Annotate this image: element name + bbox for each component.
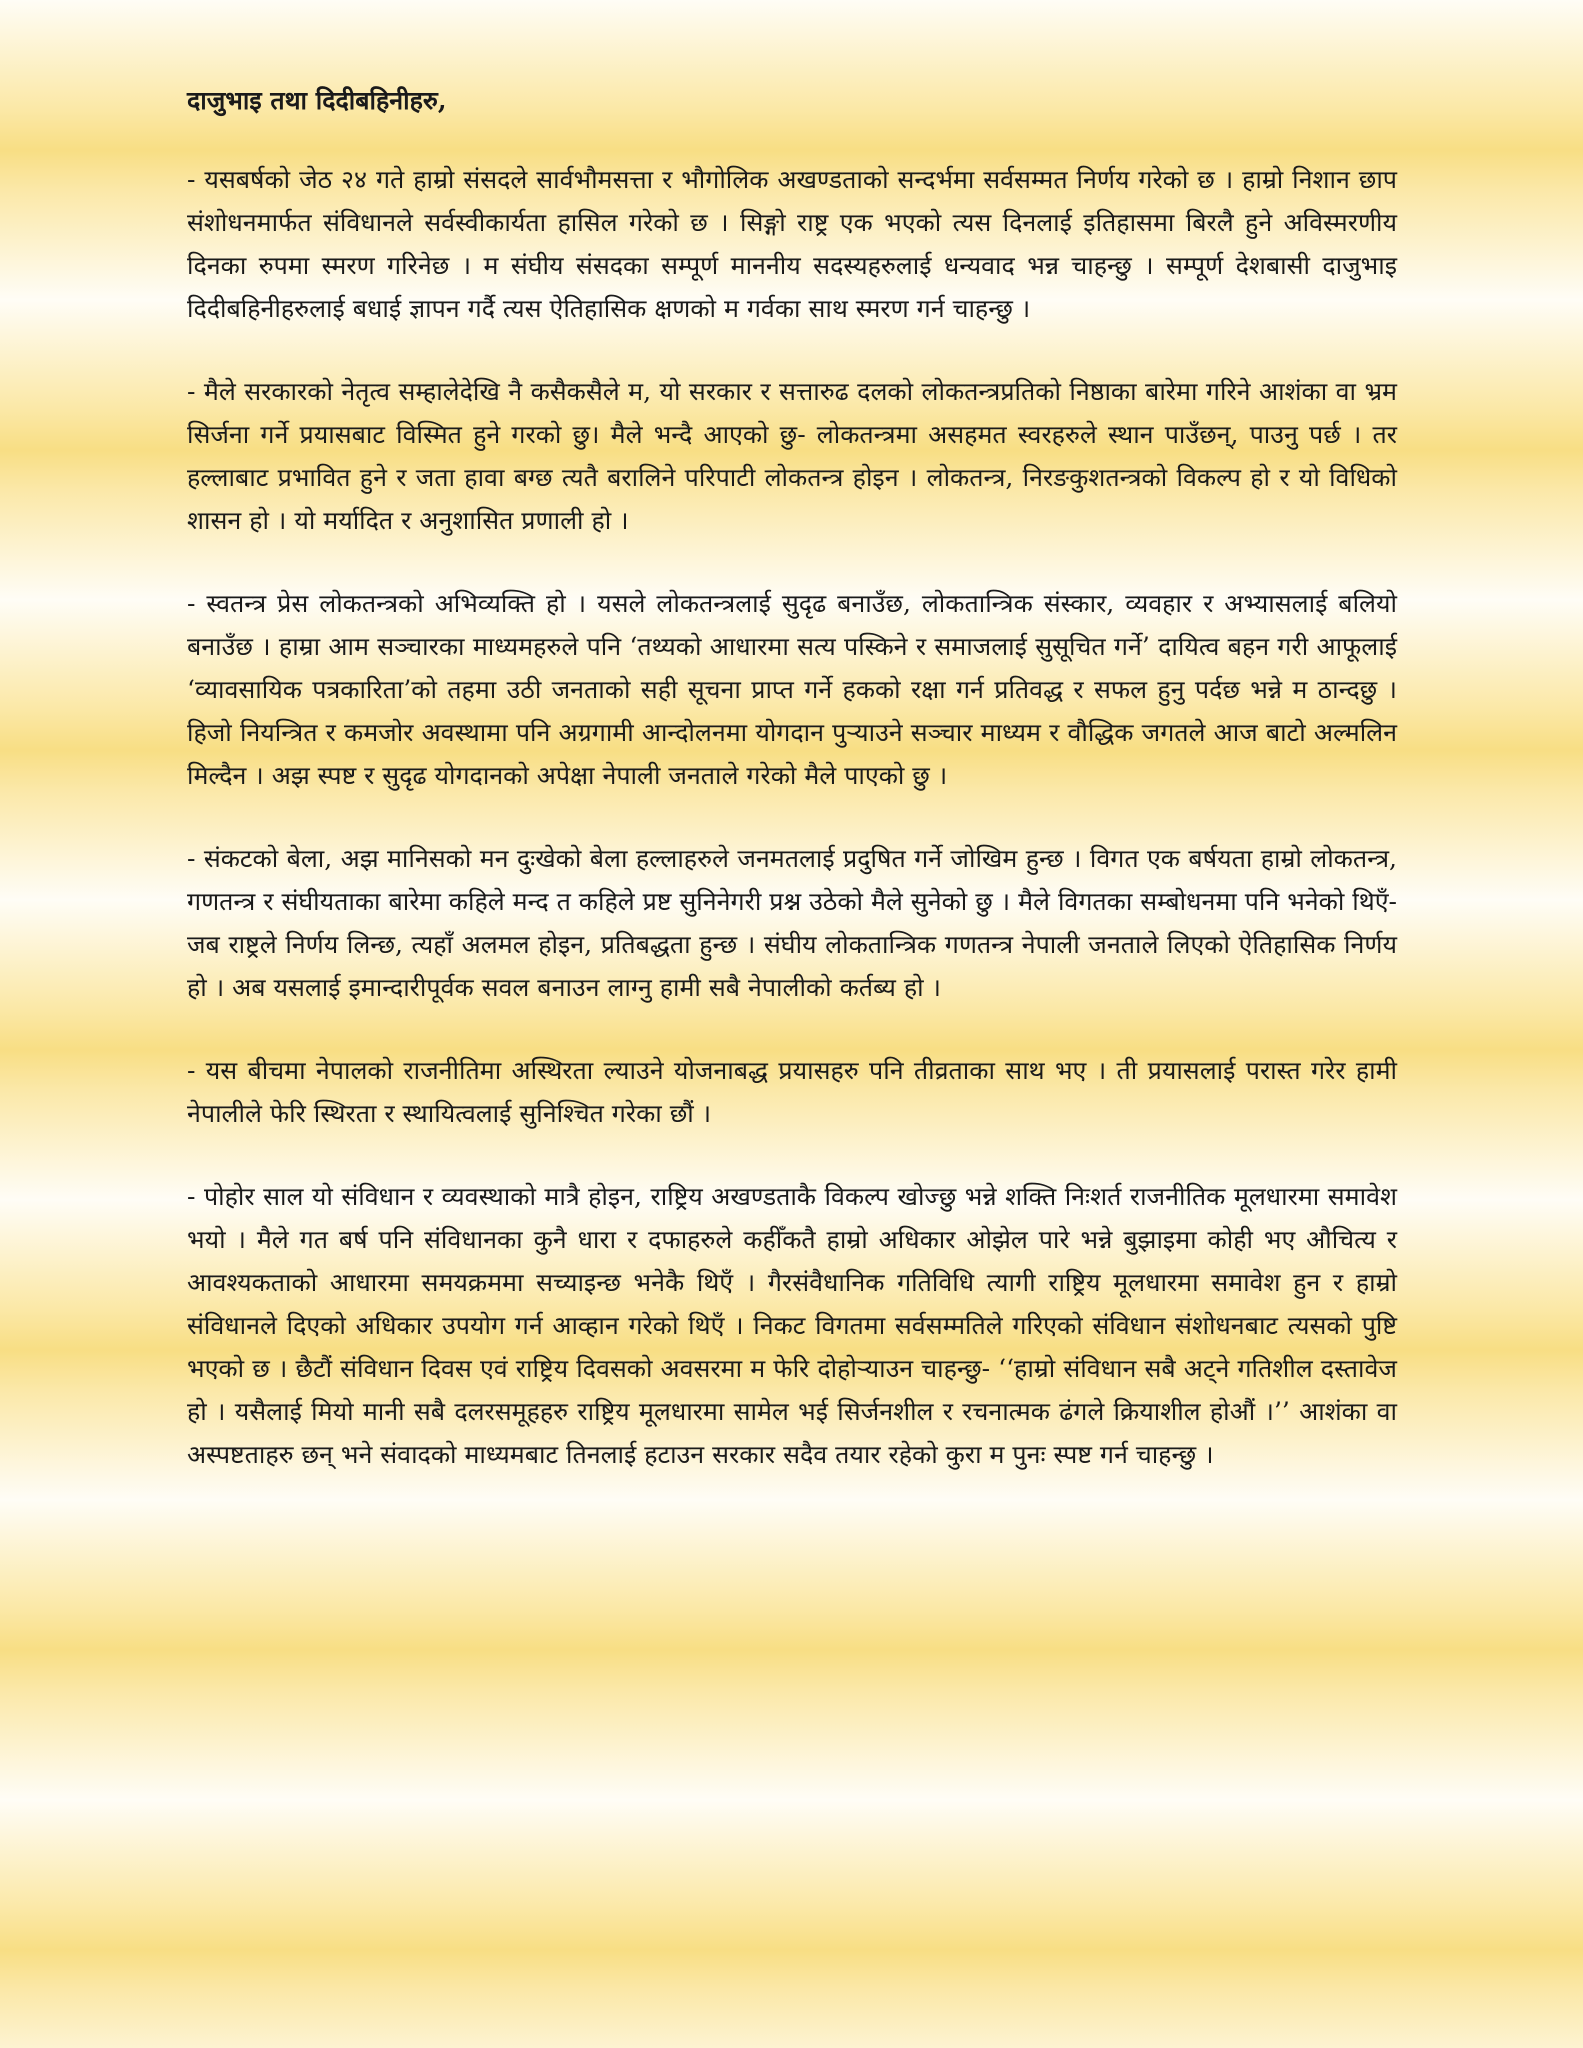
paragraph-5: - यस बीचमा नेपालको राजनीतिमा अस्थिरता ल्याउने योजनाबद्ध प्रयासहरु पनि तीव्रताका साथ भए । ती प्रयासलाई परास्त गरेर हामी नेपालीले फेरि स्थिरता र स्थायित्वलाई सुनिश्चित गरेका छौं ।: [187, 1056, 1397, 1128]
letter-page: [187, 80, 1397, 1516]
paragraph-4: - संकटको बेला, अझ मानिसको मन दुःखेको बेला हल्लाहरुले जनमतलाई प्रदुषित गर्ने जोखिम हुन्छ । विगत एक बर्षयता हाम्रो लोकतन्त्र, गणतन्त्र र संघीयताका बारेमा कहिले मन्द त कहिले प्रष्ट सुनिनेगरी प्रश्न उठेको मैले सुनेको छु । मैले विगतका सम्बोधनमा पनि भनेको थिएँ- जब राष्ट्रले निर्णय लिन्छ, त्यहाँ अलमल होइन, प्रतिबद्धता हुन्छ । संघीय लोकतान्त्रिक गणतन्त्र नेपाली जनताले लिएको ऐतिहासिक निर्णय हो । अब यसलाई इमान्दारीपूर्वक सवल बनाउन लाग्नु हामी सबै नेपालीको कर्तब्य हो ।: [187, 844, 1397, 1002]
paragraph-6: - पोहोर साल यो संविधान र व्यवस्थाको मात्रै होइन, राष्ट्रिय अखण्डताकै विकल्प खोज्छु भन्ने शक्ति निःशर्त राजनीतिक मूलधारमा समावेश भयो । मैले गत बर्ष पनि संविधानका कुनै धारा र दफाहरुले कहीँकतै हाम्रो अधिकार ओझेल पारे भन्ने बुझाइमा कोही भए औचित्य र आवश्यकताको आधारमा समयक्रममा सच्याइन्छ भनेकै थिएँ । गैरसंवैधानिक गतिविधि त्यागी राष्ट्रिय मूलधारमा समावेश हुन र हाम्रो संविधानले दिएको अधिकार उपयोग गर्न आव्हान गरेको थिएँ । निकट विगतमा सर्वसम्मतिले गरिएको संविधान संशोधनबाट त्यसको पुष्टि भएको छ । छैटौं संविधान दिवस एवं राष्ट्रिय दिवसको अवसरमा म फेरि दोहोर्‍याउन चाहन्छु- ‘‘हाम्रो संविधान सबै अट्ने गतिशील दस्तावेज हो । यसैलाई मियो मानी सबै दलरसमूहहरु राष्ट्रिय मूलधारमा सामेल भई सिर्जनशील र रचनात्मक ढंगले क्रियाशील होऔं ।’’ आशंका वा अस्पष्टताहरु छन् भने संवादको माध्यमबाट तिनलाई हटाउन सरकार सदैव तयार रहेको कुरा म पुनः स्पष्ट गर्न चाहन्छु ।: [187, 1182, 1397, 1469]
paragraph-1: - यसबर्षको जेठ २४ गते हाम्रो संसदले सार्वभौमसत्ता र भौगोलिक अखण्डताको सन्दर्भमा सर्वसम्मत निर्णय गरेको छ । हाम्रो निशान छाप संशोधनमार्फत संविधानले सर्वस्वीकार्यता हासिल गरेको छ । सिङ्गो राष्ट्र एक भएको त्यस दिनलाई इतिहासमा बिरलै हुने अविस्मरणीय दिनका रुपमा स्मरण गरिनेछ । म संघीय संसदका सम्पूर्ण माननीय सदस्यहरुलाई धन्यवाद भन्न चाहन्छु । सम्पूर्ण देशबासी दाजुभाइ दिदीबहिनीहरुलाई बधाई ज्ञापन गर्दै त्यस ऐतिहासिक क्षणको म गर्वका साथ स्मरण गर्न चाहन्छु ।: [187, 165, 1397, 323]
paragraph-2: - मैले सरकारको नेतृत्व सम्हालेदेखि नै कसैकसैले म, यो सरकार र सत्तारुढ दलको लोकतन्त्रप्रतिको निष्ठाका बारेमा गरिने आशंका वा भ्रम सिर्जना गर्ने प्रयासबाट विस्मित हुने गरको छु। मैले भन्दै आएको छु- लोकतन्त्रमा असहमत स्वरहरुले स्थान पाउँछन्, पाउनु पर्छ । तर हल्लाबाट प्रभावित हुने र जता हावा बग्छ त्यतै बरालिने परिपाटी लोकतन्त्र होइन । लोकतन्त्र, निरङकुशतन्त्रको विकल्प हो र यो विधिको शासन हो । यो मर्यादित र अनुशासित प्रणाली हो ।: [187, 377, 1397, 535]
salutation: दाजुभाइ तथा दिदीबहिनीहरु,: [187, 86, 447, 115]
paragraph-3: - स्वतन्त्र प्रेस लोकतन्त्रको अभिव्यक्ति हो । यसले लोकतन्त्रलाई सुदृढ बनाउँछ, लोकतान्त्रिक संस्कार, व्यवहार र अभ्यासलाई बलियो बनाउँछ । हाम्रा आम सञ्चारका माध्यमहरुले पनि ‘तथ्यको आधारमा सत्य पस्किने र समाजलाई सुसूचित गर्ने’ दायित्व बहन गरी आफूलाई ‘व्यावसायिक पत्रकारिता’को तहमा उठी जनताको सही सूचना प्राप्त गर्ने हकको रक्षा गर्न प्रतिवद्ध र सफल हुनु पर्दछ भन्ने म ठान्दछु । हिजो नियन्त्रित र कमजोर अवस्थामा पनि अग्रगामी आन्दोलनमा योगदान पुर्‍याउने सञ्चार माध्यम र वौद्धिक जगतले आज बाटो अल्मलिन मिल्दैन । अझ स्पष्ट र सुदृढ योगदानको अपेक्षा नेपाली जनताले गरेको मैले पाएको छु ।: [187, 589, 1397, 790]
